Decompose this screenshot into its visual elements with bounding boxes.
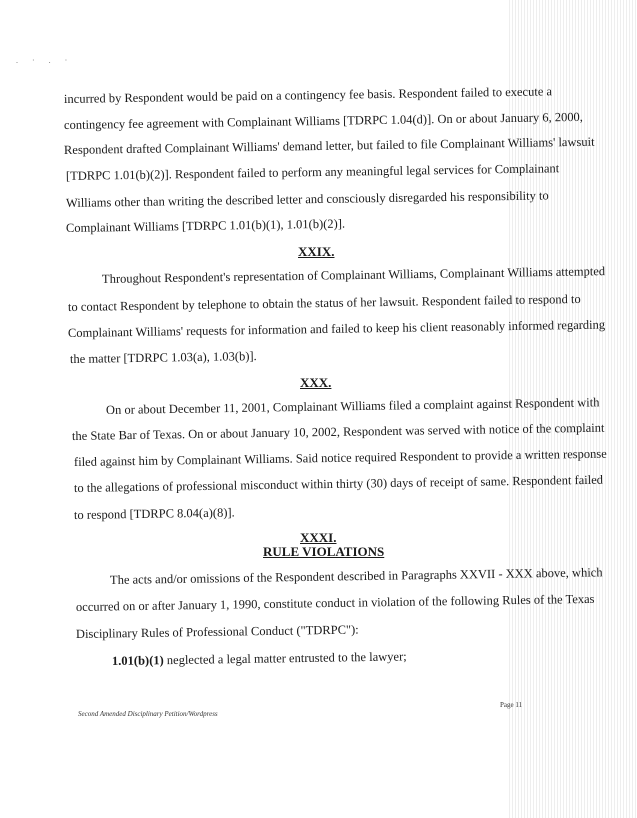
- paragraph-line: Complainant Williams' requests for information and failed to keep his client reasonably informed regarding: [67, 317, 606, 340]
- paragraph-line: the matter [TDRPC 1.03(a), 1.03(b)].: [69, 349, 257, 366]
- paragraph-line: filed against him by Complainant Williams. Said notice required Respondent to provide a written response: [73, 446, 607, 469]
- footer-document-title: Second Amended Disciplinary Petition/Wordpress: [78, 710, 218, 718]
- paragraph-line: Williams other than writing the described letter and consciously disregarded his responsibility to: [65, 188, 549, 210]
- paragraph-line: to respond [TDRPC 8.04(a)(8)].: [73, 505, 235, 522]
- paragraph-line: to the allegations of professional misconduct within thirty (30) days of receipt of same. Respondent failed: [73, 472, 604, 495]
- paragraph-line: Throughout Respondent's representation of Complainant Williams, Complainant Williams attempted: [101, 264, 606, 286]
- paragraph-line: [TDRPC 1.01(b)(2)]. Respondent failed to perform any meaningful legal services for Complainant: [65, 161, 560, 183]
- section-heading-xxxi: XXXI.: [300, 530, 337, 545]
- section-heading-xxx: XXX.: [300, 375, 332, 390]
- paragraph-line: contingency fee agreement with Complainant Williams [TDRPC 1.04(d)]. On or about January 6, 2000,: [63, 109, 583, 132]
- rule-text: neglected a legal matter entrusted to the lawyer;: [163, 649, 407, 668]
- paragraph-line: incurred by Respondent would be paid on a contingency fee basis. Respondent failed to execute a: [63, 84, 553, 106]
- paragraph-line: On or about December 11, 2001, Complainant Williams filed a complaint against Respondent with: [105, 395, 600, 417]
- rule-item: [112, 649, 407, 669]
- rule-code: 1.01(b)(1): [111, 653, 164, 668]
- scan-specks: . · . ·: [16, 56, 74, 65]
- paragraph-line: Complainant Williams [TDRPC 1.01(b)(1), 1.01(b)(2)].: [65, 216, 346, 235]
- rule-violations-heading: RULE VIOLATIONS: [263, 544, 385, 559]
- section-heading-xxix: XXIX.: [298, 244, 335, 259]
- paragraph-line: occurred on or after January 1, 1990, constitute conduct in violation of the following Rules of the Texas: [75, 591, 595, 614]
- footer-page-number: Page 11: [500, 701, 523, 709]
- paragraph-line: to contact Respondent by telephone to obtain the status of her lawsuit. Respondent failed to respond to: [67, 291, 581, 314]
- paragraph-line: Disciplinary Rules of Professional Conduct ("TDRPC"):: [75, 622, 359, 641]
- paragraph-line: The acts and/or omissions of the Respondent described in Paragraphs XXVII - XXX above, which: [109, 565, 603, 587]
- paragraph-line: Respondent drafted Complainant Williams' demand letter, but failed to file Complainant Williams' lawsuit: [63, 134, 595, 157]
- paragraph-line: the State Bar of Texas. On or about January 10, 2002, Respondent was served with notice of the complaint: [71, 420, 605, 443]
